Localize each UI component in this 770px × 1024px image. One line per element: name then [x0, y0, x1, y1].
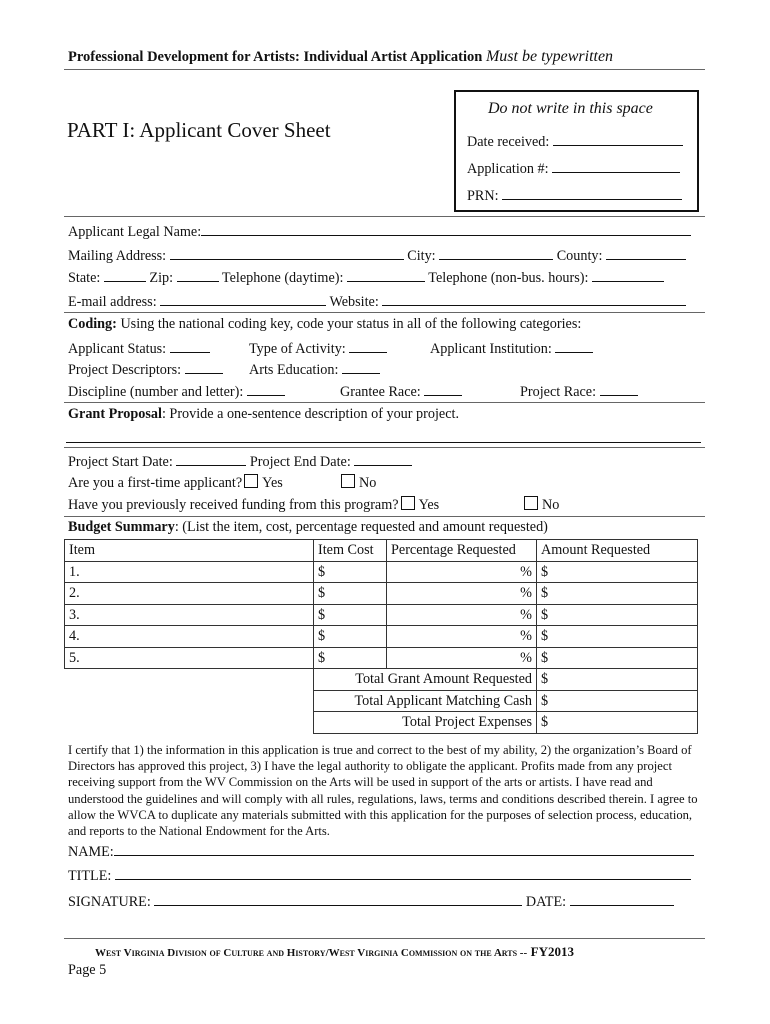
part-title: PART I: Applicant Cover Sheet — [67, 118, 331, 142]
budget-label: Budget Summary — [68, 519, 175, 535]
previous-funding-row — [68, 496, 439, 514]
first-time-yes-label: Yes — [262, 475, 283, 491]
email-row — [68, 292, 686, 311]
arts-education-field[interactable] — [342, 360, 380, 374]
amount-cell[interactable]: $ — [537, 583, 698, 605]
item-cell[interactable]: 4. — [65, 626, 314, 648]
name-label: NAME: — [68, 844, 114, 860]
date-received-field[interactable] — [553, 132, 683, 146]
percent-cell[interactable]: % — [387, 604, 537, 626]
project-race-field[interactable] — [600, 382, 638, 396]
spacer-cell — [65, 669, 314, 691]
percent-cell[interactable]: % — [387, 561, 537, 583]
section-rule-5 — [64, 516, 705, 517]
first-time-no-checkbox[interactable] — [341, 474, 355, 488]
total-matching-row — [65, 690, 698, 712]
previous-funding-no-option — [522, 496, 559, 514]
website-field[interactable] — [382, 292, 686, 306]
email-label: E-mail address: — [68, 294, 157, 310]
county-label: County: — [556, 248, 603, 264]
amount-cell[interactable]: $ — [537, 626, 698, 648]
title-row — [68, 866, 691, 885]
first-time-row — [68, 474, 283, 492]
date-field[interactable] — [570, 892, 674, 906]
grant-proposal-text: : Provide a one-sentence description of your project. — [161, 406, 459, 422]
applicant-institution-group — [430, 339, 593, 358]
amount-cell[interactable]: $ — [537, 561, 698, 583]
col-cost-header: Item Cost — [314, 540, 387, 562]
applicant-status-group — [68, 339, 210, 358]
website-label: Website: — [329, 294, 379, 310]
zip-field[interactable] — [177, 268, 219, 282]
table-row — [65, 604, 698, 626]
tel-nonbus-label: Telephone (non-bus. hours): — [428, 270, 589, 286]
table-row — [65, 626, 698, 648]
discipline-field[interactable] — [247, 382, 285, 396]
city-field[interactable] — [439, 246, 553, 260]
previous-funding-yes-checkbox[interactable] — [401, 496, 415, 510]
arts-education-group — [249, 360, 380, 379]
grant-proposal-label: Grant Proposal — [68, 406, 162, 422]
discipline-group — [68, 382, 285, 401]
item-cell[interactable]: 5. — [65, 647, 314, 669]
total-expenses-label: Total Project Expenses — [314, 712, 537, 734]
title-label: TITLE: — [68, 868, 112, 884]
coding-text: Using the national coding key, code your status in all of the following categories: — [120, 316, 582, 332]
section-rule-3 — [64, 402, 705, 403]
section-rule-2 — [64, 312, 705, 313]
prn-row — [467, 186, 682, 205]
tel-day-field[interactable] — [347, 268, 425, 282]
project-dates-row — [68, 452, 412, 471]
project-race-label: Project Race: — [520, 384, 597, 400]
cost-cell[interactable]: $ — [314, 561, 387, 583]
amount-cell[interactable]: $ — [537, 647, 698, 669]
project-race-group — [520, 382, 638, 401]
amount-cell[interactable]: $ — [537, 604, 698, 626]
date-label: DATE: — [525, 894, 567, 910]
office-use-box — [454, 90, 699, 212]
total-matching-amount[interactable]: $ — [537, 690, 698, 712]
percent-cell[interactable]: % — [387, 626, 537, 648]
applicant-status-label: Applicant Status: — [68, 341, 167, 357]
header-rule — [64, 69, 705, 70]
application-no-row — [467, 159, 680, 178]
legal-name-row — [68, 222, 691, 241]
cost-cell[interactable]: $ — [314, 583, 387, 605]
budget-header-row — [65, 540, 698, 562]
previous-funding-no-checkbox[interactable] — [524, 496, 538, 510]
total-grant-amount[interactable]: $ — [537, 669, 698, 691]
signature-label: SIGNATURE: — [68, 894, 151, 910]
spacer-cell — [65, 712, 314, 734]
date-received-label: Date received: — [467, 134, 550, 150]
footer-agency: West Virginia Division of Culture and History/West Virginia Commission on the Arts -- — [95, 947, 528, 959]
county-field[interactable] — [606, 246, 686, 260]
col-percent-header: Percentage Requested — [387, 540, 537, 562]
cost-cell[interactable]: $ — [314, 647, 387, 669]
application-no-field[interactable] — [552, 159, 680, 173]
mailing-address-row — [68, 246, 686, 265]
signature-row — [68, 892, 674, 911]
cost-cell[interactable]: $ — [314, 626, 387, 648]
col-item-header: Item — [65, 540, 314, 562]
table-row — [65, 561, 698, 583]
budget-intro — [68, 519, 548, 536]
discipline-label: Discipline (number and letter): — [68, 384, 244, 400]
page-header — [68, 48, 613, 66]
table-row — [65, 583, 698, 605]
legal-name-field[interactable] — [201, 222, 691, 236]
percent-cell[interactable]: % — [387, 583, 537, 605]
arts-education-label: Arts Education: — [249, 362, 339, 378]
city-label: City: — [407, 248, 436, 264]
end-date-label: Project End Date: — [249, 454, 351, 470]
total-grant-label: Total Grant Amount Requested — [314, 669, 537, 691]
coding-intro — [68, 316, 581, 333]
tel-nonbus-field[interactable] — [592, 268, 664, 282]
total-matching-label: Total Applicant Matching Cash — [314, 690, 537, 712]
col-amount-header: Amount Requested — [537, 540, 698, 562]
budget-text: : (List the item, cost, percentage requested and amount requested) — [174, 519, 548, 535]
start-date-field[interactable] — [176, 452, 246, 466]
type-of-activity-group — [249, 339, 387, 358]
project-descriptors-label: Project Descriptors: — [68, 362, 182, 378]
zip-label: Zip: — [149, 270, 174, 286]
state-label: State: — [68, 270, 101, 286]
name-field[interactable] — [114, 842, 694, 856]
section-rule-4 — [64, 447, 705, 448]
item-cell[interactable]: 2. — [65, 583, 314, 605]
footer-rule — [64, 938, 705, 939]
legal-name-label: Applicant Legal Name: — [68, 224, 202, 240]
applicant-institution-label: Applicant Institution: — [430, 341, 552, 357]
header-title: Professional Development for Artists: Individual Artist Application — [68, 49, 483, 65]
page-number: Page 5 — [68, 962, 107, 978]
email-field[interactable] — [160, 292, 326, 306]
budget-table — [64, 539, 698, 734]
type-of-activity-label: Type of Activity: — [249, 341, 346, 357]
applicant-status-field[interactable] — [170, 339, 210, 353]
end-date-field[interactable] — [354, 452, 412, 466]
prn-field[interactable] — [502, 186, 682, 200]
previous-funding-yes-label: Yes — [418, 497, 440, 513]
coding-label: Coding: — [68, 316, 117, 332]
grant-proposal-intro — [68, 406, 459, 423]
header-note: Must be typewritten — [485, 48, 614, 65]
total-expenses-row — [65, 712, 698, 734]
mailing-address-field[interactable] — [170, 246, 404, 260]
state-field[interactable] — [104, 268, 146, 282]
percent-cell[interactable]: % — [387, 647, 537, 669]
total-expenses-amount[interactable]: $ — [537, 712, 698, 734]
previous-funding-label: Have you previously received funding from this program? — [68, 497, 399, 513]
footer-agency-line — [95, 944, 574, 961]
item-cell[interactable]: 1. — [65, 561, 314, 583]
previous-funding-no-label: No — [542, 497, 560, 513]
date-received-row — [467, 132, 683, 151]
item-cell[interactable]: 3. — [65, 604, 314, 626]
mailing-address-label: Mailing Address: — [68, 248, 167, 264]
office-box-heading: Do not write in this space — [488, 100, 653, 117]
project-descriptors-field[interactable] — [185, 360, 223, 374]
grantee-race-group — [340, 382, 462, 401]
state-row — [68, 268, 664, 287]
first-time-yes-checkbox[interactable] — [244, 474, 258, 488]
application-no-label: Application #: — [467, 161, 549, 177]
first-time-no-option — [339, 474, 376, 492]
grantee-race-label: Grantee Race: — [340, 384, 421, 400]
section-rule-1 — [64, 216, 705, 217]
spacer-cell — [65, 690, 314, 712]
total-grant-row — [65, 669, 698, 691]
title-field[interactable] — [115, 866, 691, 880]
table-row — [65, 647, 698, 669]
first-time-no-label: No — [359, 475, 377, 491]
first-time-label: Are you a first-time applicant? — [68, 475, 243, 491]
name-row — [68, 842, 694, 861]
tel-day-label: Telephone (daytime): — [221, 270, 344, 286]
applicant-institution-field[interactable] — [555, 339, 593, 353]
cost-cell[interactable]: $ — [314, 604, 387, 626]
project-descriptors-group — [68, 360, 223, 379]
grant-proposal-field[interactable] — [66, 442, 701, 443]
signature-field[interactable] — [154, 892, 522, 906]
grantee-race-field[interactable] — [424, 382, 462, 396]
footer-fy: FY2013 — [530, 944, 575, 959]
start-date-label: Project Start Date: — [68, 454, 173, 470]
type-of-activity-field[interactable] — [349, 339, 387, 353]
certification-text: I certify that 1) the information in this application is true and correct to the best of my ability, 2) the organization’s Board of Directors has approved this project, 3) I have the legal authority to obligate the applicant. Profits made from any project receiving support from the WV Commission on the Arts will be used in support of the arts or artists. I have read and understood the guidelines and will comply with all rules, regulations, laws, terms and conditions described therein. I agree to allow the WVCA to duplicate any materials submitted with this application for the purposes of selection process, education, and reports to the National Endowment for the Arts. — [68, 743, 698, 839]
prn-label: PRN: — [467, 188, 499, 204]
